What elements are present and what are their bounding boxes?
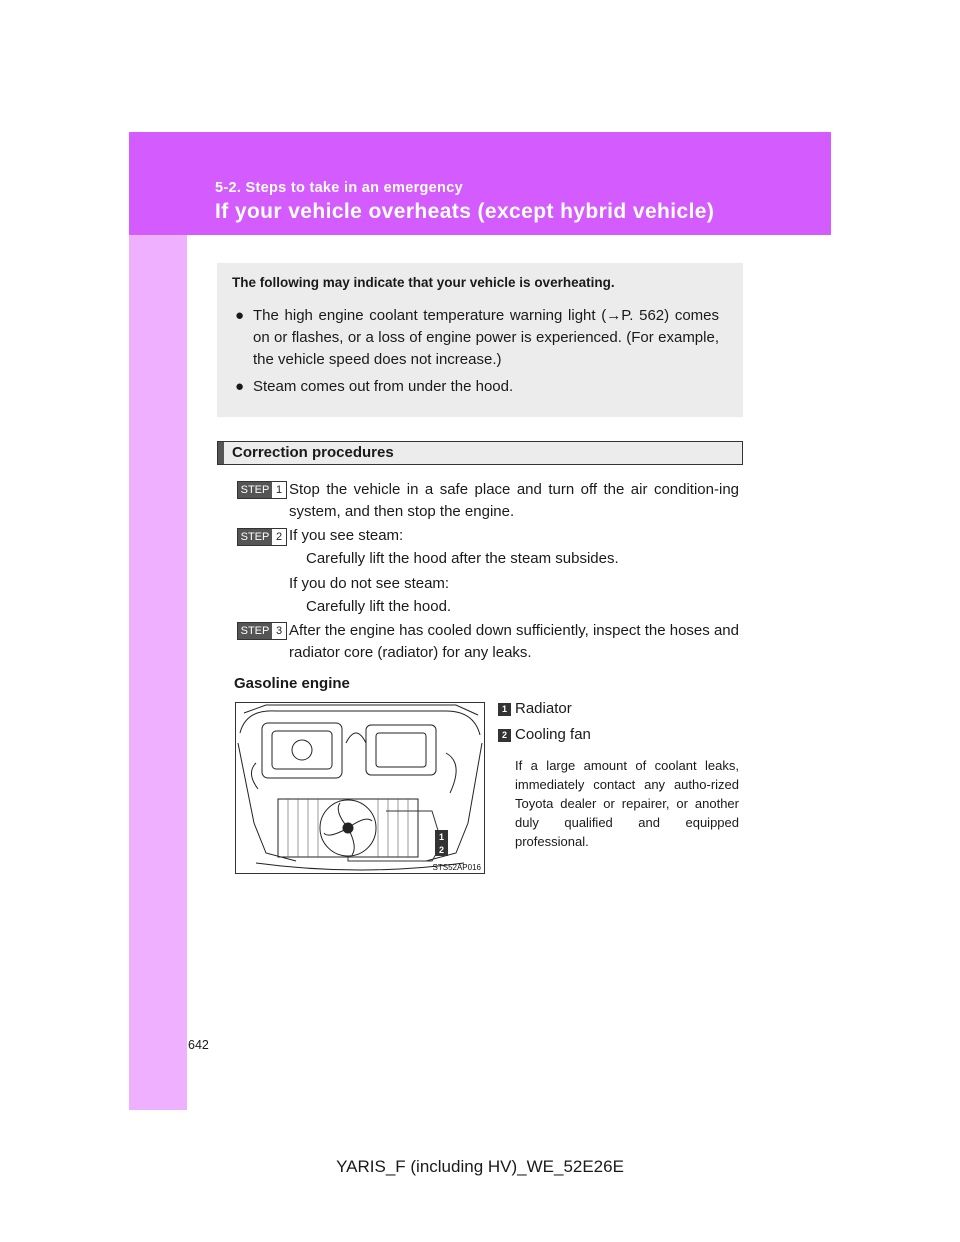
legend-item-cooling-fan [498,726,591,743]
step-number: 2 [272,529,286,545]
step-badge-1 [237,481,287,499]
legend-item-radiator [498,700,572,717]
step-3-text: After the engine has cooled down sufficiently, inspect the hoses and radiator core (radiator) for any leaks. [289,622,739,661]
intro-box [217,263,743,417]
side-tab-band [129,235,187,1110]
section-label: 5-2. Steps to take in an emergency [215,180,463,196]
step-label: STEP [238,482,272,498]
callout-1-label: 1 [438,832,445,842]
figure-code: STS52AP016 [432,863,481,872]
bullet-icon: ● [235,307,245,324]
step-number: 1 [272,482,286,498]
engine-bay-drawing [236,703,484,873]
step-label: STEP [238,623,272,639]
step-badge-3 [237,622,287,640]
page-title: If your vehicle overheats (except hybrid vehicle) [215,200,715,223]
step-number: 3 [272,623,286,639]
callout-2-label: 2 [438,845,445,855]
step-badge-2 [237,528,287,546]
legend-label: Radiator [515,700,572,717]
document-footer: YARIS_F (including HV)_WE_52E26E [336,1157,624,1176]
step-2-action: Carefully lift the hood after the steam subsides. [306,550,619,567]
correction-header [217,441,743,465]
engine-illustration [235,702,485,874]
step-2-condition: If you see steam: [289,527,404,544]
intro-bullet [235,376,719,398]
step-label: STEP [238,529,272,545]
intro-bullet [235,305,719,371]
leak-note: If a large amount of coolant leaks, immediately contact any autho-rized Toyota dealer or repairer, or another duly qualified and equipped professional. [515,758,739,849]
legend-label: Cooling fan [515,726,591,743]
intro-title: The following may indicate that your vehicle is overheating. [232,275,615,290]
bullet-text: Steam comes out from under the hood. [253,378,514,395]
bullet-icon: ● [235,378,245,395]
figure-heading: Gasoline engine [234,675,350,692]
step-1-text: Stop the vehicle in a safe place and turn off the air condition-ing system, and then stop the engine. [289,481,739,520]
step-2-condition: If you do not see steam: [289,575,450,592]
step-2-action: Carefully lift the hood. [306,598,452,615]
header-accent [218,442,224,464]
legend-number: 1 [498,703,511,716]
page-number: 642 [188,1038,209,1052]
legend-number: 2 [498,729,511,742]
correction-title: Correction procedures [232,444,394,461]
bullet-text: The high engine coolant temperature warning light (→P. 562) comes on or flashes, or a loss of engine power is experienced. (For example, the vehicle speed does not increase.) [253,307,719,368]
